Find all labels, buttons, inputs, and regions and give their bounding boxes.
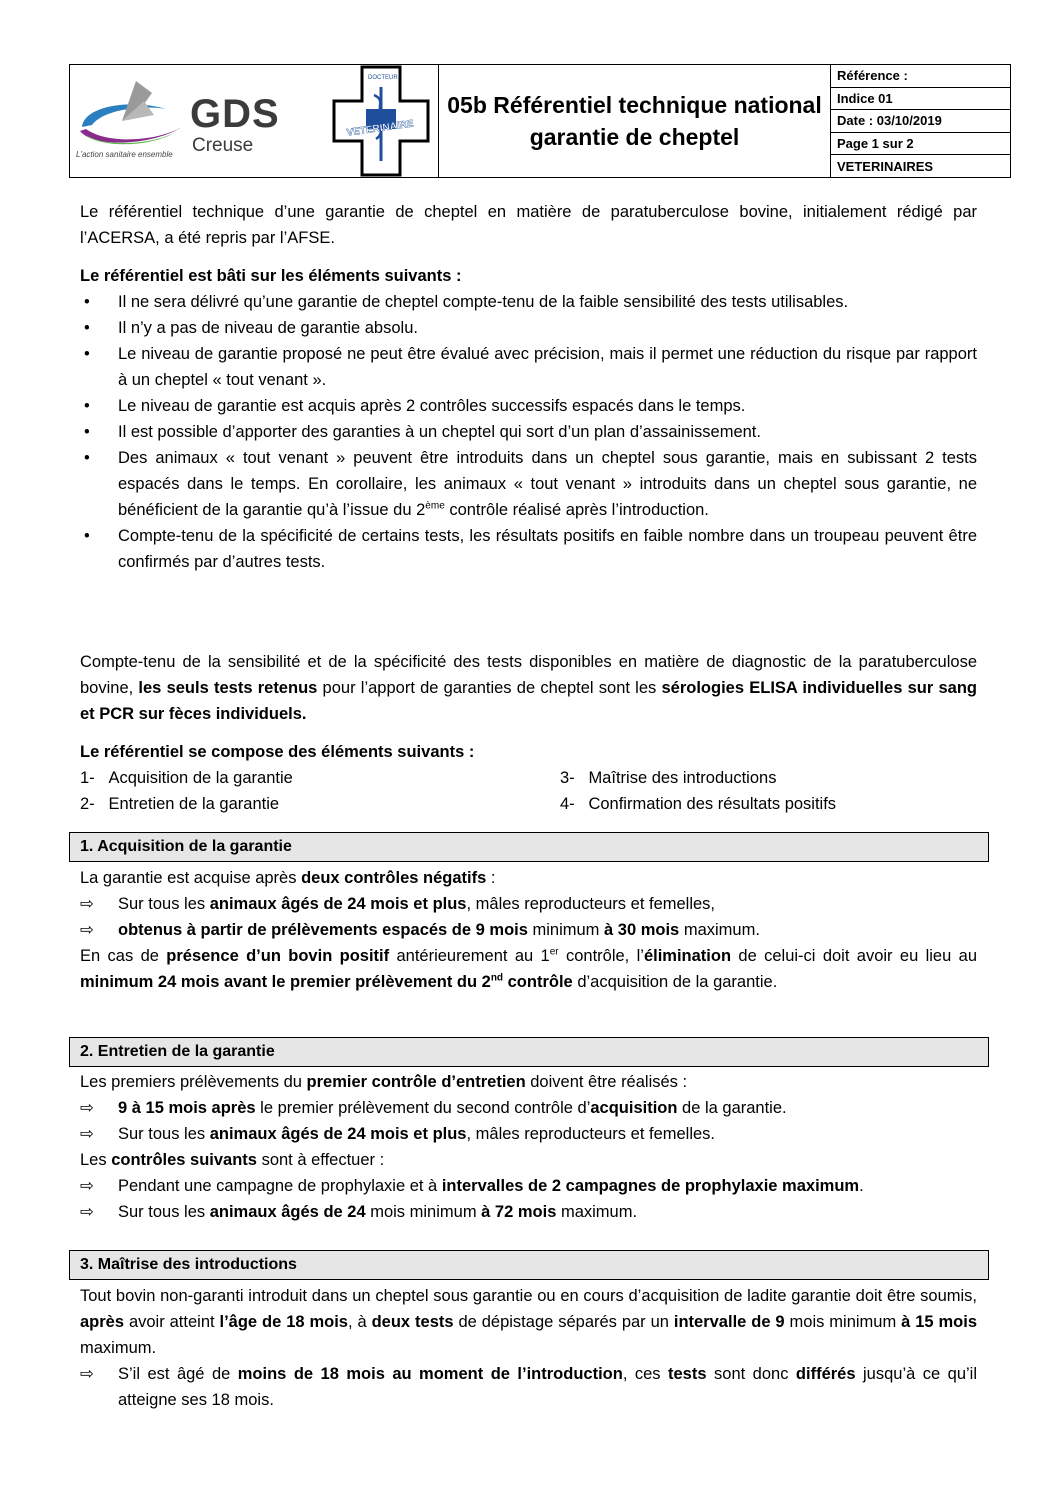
section-3-paragraph: Tout bovin non-garanti introduit dans un cheptel sous garantie ou en cours d’acquisition de ladite garantie doit être soumis, après avoir atteint l’âge de 18 mois, à deux tests de dépistage séparés par un intervalle de 9 mois minimum à 15 mois maximum.: [80, 1287, 978, 1357]
list-item: 3- Maîtrise des introductions: [560, 769, 777, 787]
gds-logo-sub: Creuse: [192, 135, 254, 156]
arrow-right-icon: ⇨: [80, 921, 94, 939]
arrow-right-icon: ⇨: [80, 1125, 94, 1143]
basis-heading: Le référentiel est bâti sur les éléments suivants :: [80, 267, 462, 285]
list-item: • Compte-tenu de la spécificité de certains tests, les résultats positifs en faible nombre dans un troupeau peuvent être confirmés par d’autres tests.: [80, 523, 977, 575]
vet-logo-top: DOCTEUR: [368, 75, 398, 81]
section-1-body: [80, 865, 977, 995]
bullet-icon: •: [84, 527, 90, 545]
list-item: • Il est possible d’apporter des garanties à un cheptel qui sort d’un plan d’assainissement.: [80, 419, 977, 445]
section-3-body: [80, 1283, 977, 1413]
meta-indice: Indice 01: [831, 88, 1010, 111]
list-item: • Le niveau de garantie est acquis après 2 contrôles successifs espacés dans le temps.: [80, 393, 977, 419]
logos-cell: [70, 65, 439, 177]
section-3-title: 3. Maîtrise des introductions: [69, 1250, 989, 1280]
bullet-icon: •: [84, 345, 90, 363]
arrow-right-icon: ⇨: [80, 1203, 94, 1221]
components-list: [80, 765, 977, 817]
gds-logo-tagline: L'action sanitaire ensemble: [76, 150, 173, 159]
list-item: ⇨ Pendant une campagne de prophylaxie et à intervalles de 2 campagnes de prophylaxie maximum.: [80, 1173, 977, 1199]
meta-date: Date : 03/10/2019: [831, 110, 1010, 133]
components-heading: Le référentiel se compose des éléments suivants :: [80, 743, 475, 761]
arrow-right-icon: ⇨: [80, 1177, 94, 1195]
list-item: ⇨ S’il est âgé de moins de 18 mois au moment de l’introduction, ces tests sont donc différés jusqu’à ce qu’il atteigne ses 18 mois.: [80, 1361, 977, 1413]
tests-paragraph: Compte-tenu de la sensibilité et de la spécificité des tests disponibles en matière de diagnostic de la paratuberculose bovine, les seuls tests retenus pour l’apport de garanties de cheptel sont les sérologies ELISA individuelles sur sang et PCR sur fèces individuels.: [80, 653, 977, 723]
list-item: ⇨ Sur tous les animaux âgés de 24 mois et plus, mâles reproducteurs et femelles.: [80, 1121, 977, 1147]
list-item: 2- Entretien de la garantie: [80, 795, 280, 813]
section-1-title: 1. Acquisition de la garantie: [69, 832, 989, 862]
veterinaire-cross-logo-icon: [332, 65, 430, 177]
gds-logo-icon: [74, 75, 189, 150]
basis-block: [80, 263, 977, 575]
basis-list: [80, 289, 977, 575]
list-item: ⇨ 9 à 15 mois après le premier prélèvement du second contrôle d’acquisition de la garantie.: [80, 1095, 977, 1121]
bullet-icon: •: [84, 449, 90, 467]
bullet-icon: •: [84, 293, 90, 311]
gds-logo-name: GDS: [190, 92, 280, 136]
meta-audience: VETERINAIRES: [837, 158, 934, 174]
bullet-icon: •: [84, 319, 90, 337]
list-item: • Il ne sera délivré qu’une garantie de cheptel compte-tenu de la faible sensibilité des tests utilisables.: [80, 289, 977, 315]
arrow-right-icon: ⇨: [80, 1099, 94, 1117]
meta-reference: Référence :: [831, 65, 1010, 88]
bullet-icon: •: [84, 423, 90, 441]
arrow-right-icon: ⇨: [80, 1365, 94, 1383]
intro-paragraph: Le référentiel technique d’une garantie de cheptel en matière de paratuberculose bovine, initialement rédigé par l’ACERSA, a été repris par l’AFSE.: [80, 203, 977, 247]
bullet-icon: •: [84, 397, 90, 415]
section-2-body: [80, 1069, 977, 1225]
document-title: 05b Référentiel technique national garantie de cheptel: [439, 65, 831, 177]
list-item: ⇨ Sur tous les animaux âgés de 24 mois et plus, mâles reproducteurs et femelles,: [80, 891, 977, 917]
section-2-following: Les contrôles suivants sont à effectuer :: [80, 1151, 385, 1169]
meta-cell: [831, 65, 1010, 177]
list-item: ⇨ Sur tous les animaux âgés de 24 mois minimum à 72 mois maximum.: [80, 1199, 977, 1225]
list-item: • Le niveau de garantie proposé ne peut être évalué avec précision, mais il permet une réduction du risque par rapport à un cheptel « tout venant ».: [80, 341, 977, 393]
list-item: • Il n’y a pas de niveau de garantie absolu.: [80, 315, 977, 341]
section-1-intro: La garantie est acquise après deux contrôles négatifs :: [80, 869, 496, 887]
meta-page: Page 1 sur 2: [831, 133, 1010, 156]
list-item: 1- Acquisition de la garantie: [80, 769, 293, 787]
list-item: 4- Confirmation des résultats positifs: [560, 795, 837, 813]
list-item: • Des animaux « tout venant » peuvent être introduits dans un cheptel sous garantie, mais en subissant 2 tests espacés dans le temps. En corollaire, les animaux « tout venant » introduits dans un cheptel sous garantie, ne bénéficient de la garantie qu’à l’issue du 2ème contrôle réalisé après l’introduction.: [80, 445, 977, 523]
vet-logo-text: VETERINAIRE: [346, 118, 415, 139]
section-2-intro: Les premiers prélèvements du premier contrôle d’entretien doivent être réalisés :: [80, 1073, 688, 1091]
header-table: [69, 64, 1011, 178]
arrow-right-icon: ⇨: [80, 895, 94, 913]
section-1-paragraph: En cas de présence d’un bovin positif antérieurement au 1er contrôle, l’élimination de celui-ci doit avoir eu lieu au minimum 24 mois avant le premier prélèvement du 2nd contrôle d’acquisition de la garantie.: [80, 946, 977, 991]
list-item: ⇨ obtenus à partir de prélèvements espacés de 9 mois minimum à 30 mois maximum.: [80, 917, 977, 943]
section-2-title: 2. Entretien de la garantie: [69, 1037, 989, 1067]
